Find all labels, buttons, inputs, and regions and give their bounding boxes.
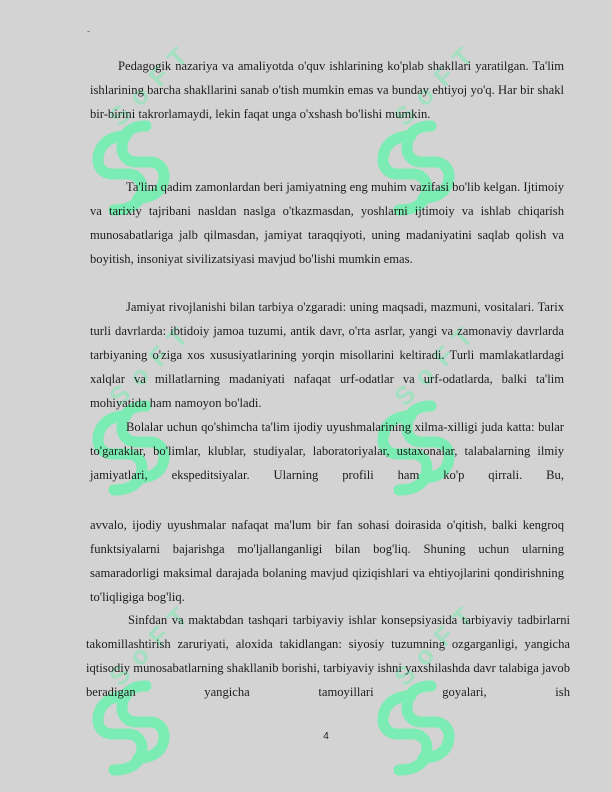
paragraph-2: Ta'lim qadim zamonlardan beri jamiyatning eng muhim vazifasi bo'lib kelgan. Ijtimoiy va tarixiy tajribani nasldan naslga o'tkazmasdan, yoshlarni ijtimoiy va ishlab chiqarish munosabatlariga jalb qilmasdan, jamiyat taraqqiyoti, uning madaniyatini saqlab qolish va boyitish, insoniyat sivilizatsiyasi mavjud bo'lishi mumkin emas. (90, 180, 564, 266)
paragraph-1: Pedagogik nazariya va amaliyotda o'quv ishlarining ko'plab shakllari yaratilgan. Ta'lim ishlarining barcha shakllarini sanab o'tish mumkin emas va bunday ehtiyoj yo'q. Har bir shakl bir-birini takrorlamaydi, lekin faqat unga o'xshash bo'lishi mumkin. (90, 59, 564, 121)
paragraph-5: avvalo, ijodiy uyushmalar nafaqat ma'lum bir fan sohasi doirasida o'qitish, balki kengroq funktsiyalarni bajarishga mo'ljallanganligi bilan bog'liq. Shuning uchun ularning samaradorligi maksimal darajada bolaning mavjud qiziqishlari va ehtiyojlarini qondirishning to'liqligiga bog'liq. (90, 518, 564, 604)
paragraph-4: Bolalar uchun qo'shimcha ta'lim ijodiy uyushmalarining xilma-xilligi juda katta: bular to'garaklar, bo'limlar, klublar, studiyalar, laboratoriyalar, ustaxonalar, talabalarning ilmiy jamiyatlari, ekspeditsiyalar. Ularning profili ham ko'p qirrali. Bu, (90, 420, 564, 482)
paragraph-6: Sinfdan va maktabdan tashqari tarbiyaviy ishlar konsepsiyasida tarbiyaviy tadbirlarni takomillashtirish zaruriyati, aloxida takidlangan: siyosiy tuzumning ozgarganligi, yangicha iqtisodiy munosabatlarning shakllanib borishi, tarbiyaviy ishni yaxshilashda davr talabiga javob beradigan yangicha tamoyillari goyalari, ish (86, 613, 570, 699)
page-number: 4 (323, 731, 329, 742)
paragraph-3: Jamiyat rivojlanishi bilan tarbiya o'zgaradi: uning maqsadi, mazmuni, vositalari. Tarix turli davrlarda: ibtidoiy jamoa tuzumi, antik davr, o'rta asrlar, yangi va zamonaviy davrlarda tarbiyaning o'ziga xos xususiyatlarining yorqin misollarini keltiradi. Turli mamlakatlardagi xalqlar va millatlarning madaniyati nafaqat urf-odatlar va urf-odatlarda, balki ta'lim mohiyatida ham namoyon bo'ladi. (90, 300, 564, 410)
corner-mark: - (87, 26, 90, 36)
